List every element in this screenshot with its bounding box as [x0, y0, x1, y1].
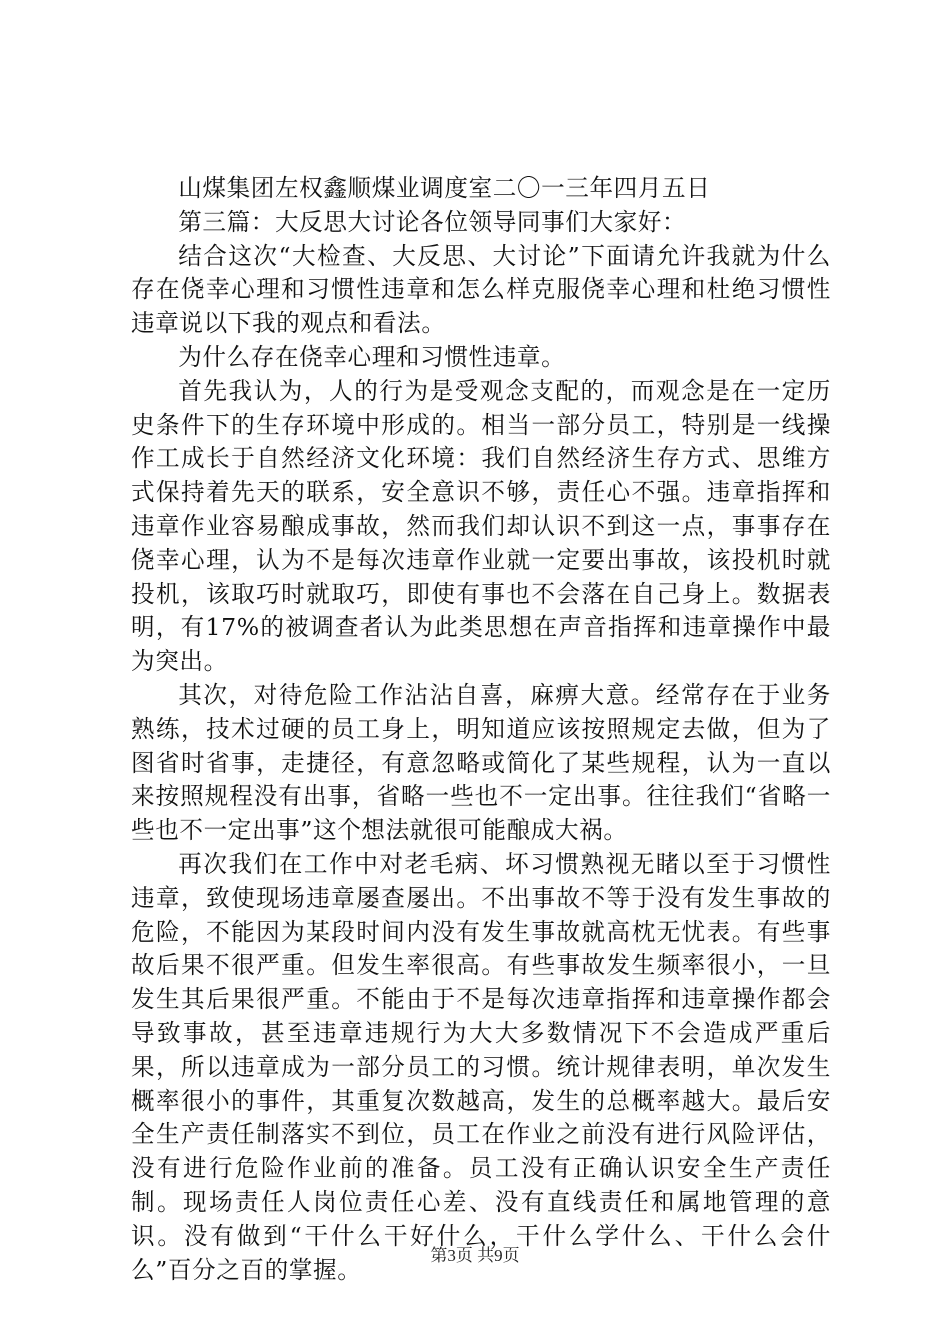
paragraph-third-reason: 再次我们在工作中对老毛病、坏习惯熟视无睹以至于习惯性违章，致使现场违章屡查屡出。不出事故不等于没有发生事故的危险，不能因为某段时间内没有发生事故就高枕无忧表。有些事故后果不很严重。但发生率很高。有些事故发生频率很小，一旦发生其后果很严重。不能由于不是每次违章指挥和违章操作都会导致事故，甚至违章违规行为大大多数情况下不会造成严重后果，所以违章成为一部分员工的习惯。统计规律表明，单次发生概率很小的事件，其重复次数越高，发生的总概率越大。最后安全生产责任制落实不到位，员工在作业之前没有进行风险评估，没有进行危险作业前的准备。员工没有正确认识安全生产责任制。现场责任人岗位责任心差、没有直线责任和属地管理的意识。没有做到“干什么干好什么，干什么学什么、干什么会什么”百分之百的掌握。	[131, 849, 831, 1284]
document-body	[131, 172, 831, 1287]
paragraph-intro: 结合这次“大检查、大反思、大讨论”下面请允许我就为什么存在侥幸心理和习惯性违章和怎么样克服侥幸心理和杜绝习惯性违章说以下我的观点和看法。	[131, 241, 831, 338]
signature-line: 山煤集团左权鑫顺煤业调度室二〇一三年四月五日	[178, 174, 711, 202]
page-footer: 第3页 共9页	[430, 1246, 520, 1265]
paragraph-first-reason: 首先我认为，人的行为是受观念支配的，而观念是在一定历史条件下的生存环境中形成的。相当一部分员工，特别是一线操作工成长于自然经济文化环境：我们自然经济生存方式、思维方式保持着先天的联系，安全意识不够，责任心不强。违章指挥和违章作业容易酿成事故，然而我们却认识不到这一点，事事存在侥幸心理，认为不是每次违章作业就一定要出事故，该投机时就投机，该取巧时就取巧，即使有事也不会落在自己身上。数据表明，有17%的被调查者认为此类思想在声音指挥和违章操作中最为突出。	[131, 376, 831, 676]
section-heading: 第三篇：大反思大讨论各位领导同事们大家好：	[178, 207, 687, 236]
paragraph-question: 为什么存在侥幸心理和习惯性违章。	[178, 342, 566, 371]
paragraph-second-reason: 其次，对待危险工作沾沾自喜，麻痹大意。经常存在于业务熟练，技术过硬的员工身上，明知道应该按照规定去做，但为了图省时省事，走捷径，有意忽略或简化了某些规程，认为一直以来按照规程没有出事，省略一些也不一定出事。往往我们“省略一些也不一定出事”这个想法就很可能酿成大祸。	[131, 680, 831, 845]
